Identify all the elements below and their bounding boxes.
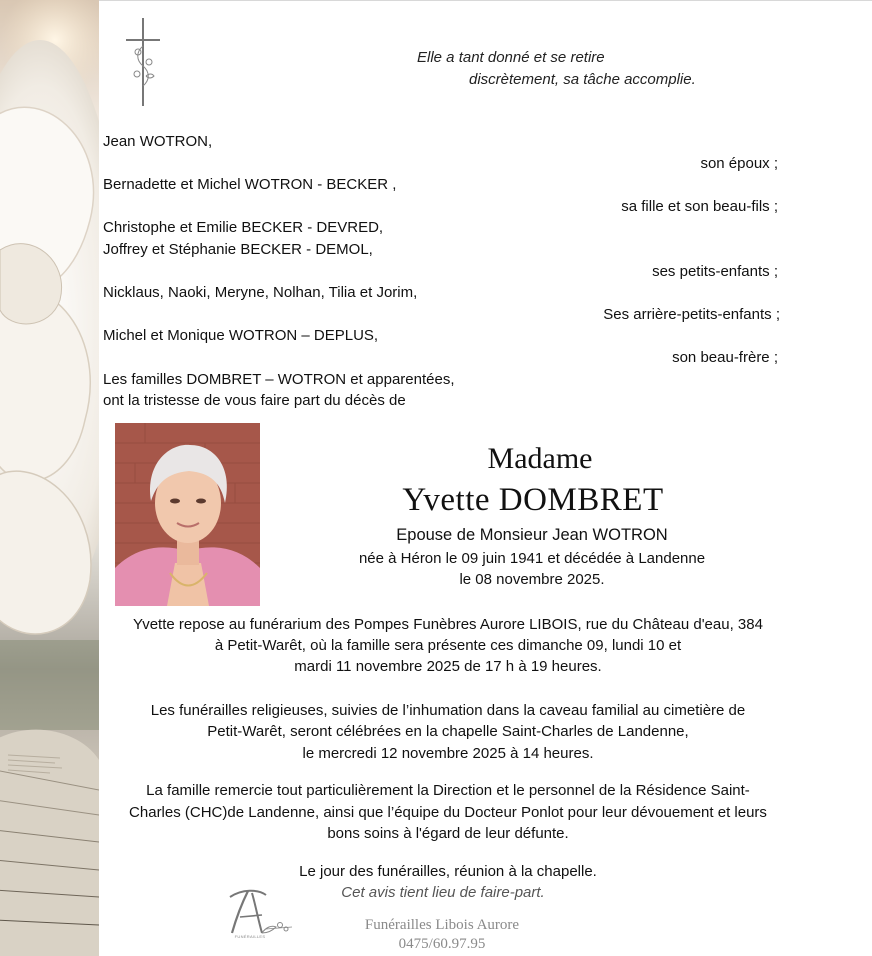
family-relation-brother-in-law: son beau-frère ; [672,349,778,366]
family-relation-spouse: son époux ; [700,155,778,172]
deceased-dates-line-2: le 08 novembre 2025. [459,571,605,588]
repose-line-2: à Petit-Warêt, où la famille sera présente ces dimanche 09, lundi 10 et [214,637,682,654]
quote-line-2: discrètement, sa tâche accomplie. [469,71,696,88]
thanks-line-1: La famille remercie tout particulièrement la Direction et le personnel de la Résidence Saint- [146,782,750,799]
repose-line-3: mardi 11 novembre 2025 de 17 h à 19 heures. [294,658,602,675]
deceased-dates-line-1: née à Héron le 09 juin 1941 et décédée à Landenne [358,550,706,567]
quote-line-1: Elle a tant donné et se retire [417,49,605,66]
family-relation-great-grandchildren: Ses arrière-petits-enfants ; [603,306,780,323]
family-names-grandchildren-2: Joffrey et Stéphanie BECKER - DEMOL, [103,241,373,258]
side-decoration-image [0,0,99,956]
family-names-spouse: Jean WOTRON, [103,133,213,150]
family-names-brother-in-law: Michel et Monique WOTRON – DEPLUS, [103,327,379,344]
footer-phone: 0475/60.97.95 [398,936,486,952]
family-names-grandchildren-1: Christophe et Emilie BECKER - DEVRED, [103,219,384,236]
family-relation-grandchildren: ses petits-enfants ; [652,263,778,280]
families-line-1: Les familles DOMBRET – WOTRON et apparentées, [103,371,455,388]
family-names-daughter: Bernadette et Michel WOTRON - BECKER , [103,176,397,193]
funeral-line-3: le mercredi 12 novembre 2025 à 14 heures. [302,745,594,762]
repose-line-1: Yvette repose au funérarium des Pompes Funèbres Aurore LIBOIS, rue du Château d'eau, 384 [133,616,763,633]
thanks-line-3: bons soins à l'égard de leur défunte. [327,825,569,842]
cross-icon [122,16,164,108]
deceased-title: Madame [487,442,593,475]
funeral-line-2: Petit-Warêt, seront célébrées en la chapelle Saint-Charles de Landenne, [207,723,689,740]
footer-company: Funérailles Libois Aurore [364,917,520,933]
deceased-name: Yvette DOMBRET [402,482,664,518]
deceased-spouse: Epouse de Monsieur Jean WOTRON [396,526,668,544]
families-line-2: ont la tristesse de vous faire part du décès de [103,392,406,409]
deceased-photo [115,423,260,606]
logo-caption: FUNÉRAILLES [234,934,266,939]
reunion-note: Le jour des funérailles, réunion à la chapelle. [299,863,597,880]
faire-part-note: Cet avis tient lieu de faire-part. [341,884,545,901]
thanks-line-2: Charles (CHC)de Landenne, ainsi que l’équipe du Docteur Ponlot pour leur dévouement et leurs [129,804,767,821]
family-names-great-grandchildren: Nicklaus, Naoki, Meryne, Nolhan, Tilia et Jorim, [103,284,418,301]
top-border [99,0,872,1]
funeral-line-1: Les funérailles religieuses, suivies de l’inhumation dans la caveau familial au cimetière de [150,702,746,719]
family-relation-daughter: sa fille et son beau-fils ; [621,198,778,215]
